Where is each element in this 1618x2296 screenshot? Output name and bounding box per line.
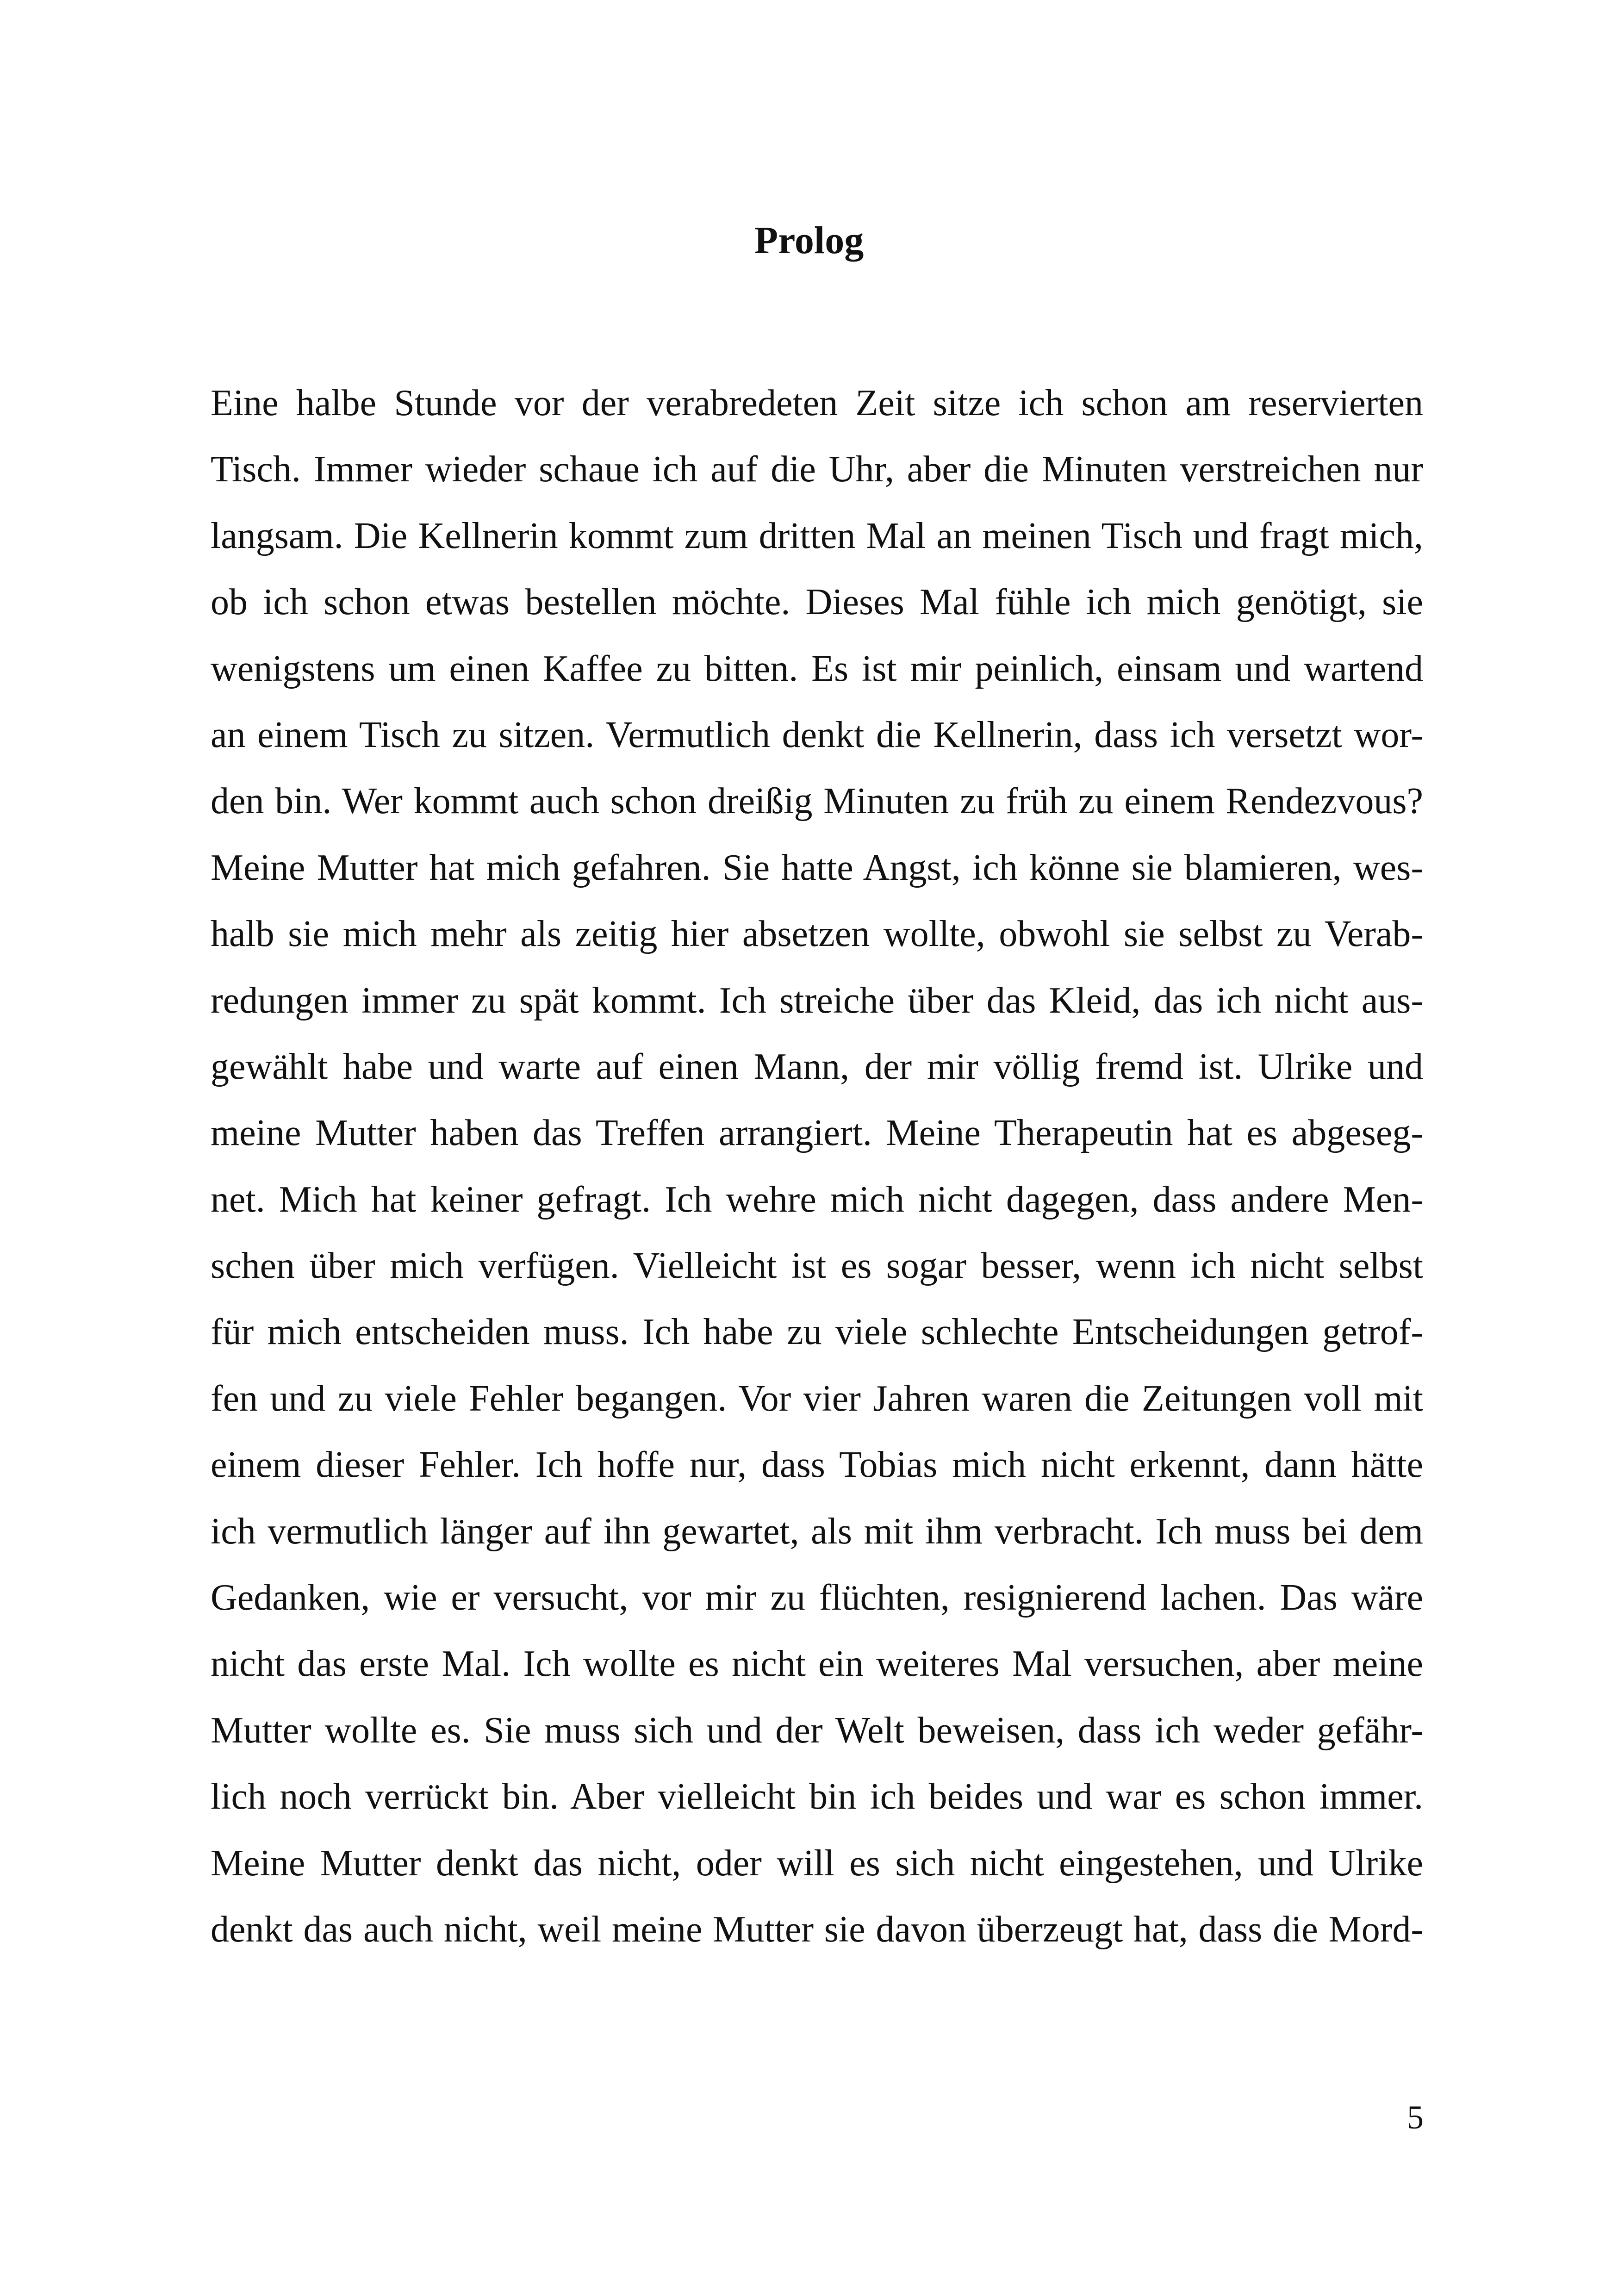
text-line: gewählt habe und warte auf einen Mann, der mir völlig fremd ist. Ulrike und	[211, 1046, 1423, 1087]
text-line: Mutter wollte es. Sie muss sich und der Welt beweisen, dass ich weder gefähr-	[211, 1710, 1423, 1751]
text-line: schen über mich verfügen. Vielleicht ist es sogar besser, wenn ich nicht selbst	[211, 1245, 1423, 1287]
text-line: lich noch verrückt bin. Aber vielleicht bin ich beides und war es schon immer.	[211, 1776, 1423, 1817]
text-line: ich vermutlich länger auf ihn gewartet, als mit ihm verbracht. Ich muss bei dem	[211, 1511, 1423, 1552]
text-line: Eine halbe Stunde vor der verabredeten Zeit sitze ich schon am reservierten	[211, 383, 1423, 423]
text-line: meine Mutter haben das Treffen arrangiert. Meine Therapeutin hat es abgeseg-	[211, 1113, 1423, 1154]
text-line: langsam. Die Kellnerin kommt zum dritten Mal an meinen Tisch und fragt mich,	[211, 515, 1423, 556]
text-line: an einem Tisch zu sitzen. Vermutlich denkt die Kellnerin, dass ich versetzt wor-	[211, 714, 1423, 755]
text-line: halb sie mich mehr als zeitig hier absetzen wollte, obwohl sie selbst zu Verab-	[211, 914, 1423, 955]
text-line: einem dieser Fehler. Ich hoffe nur, dass Tobias mich nicht erkennt, dann hätte	[211, 1444, 1423, 1486]
text-line: ob ich schon etwas bestellen möchte. Dieses Mal fühle ich mich genötigt, sie	[211, 582, 1423, 623]
text-line: Meine Mutter hat mich gefahren. Sie hatte Angst, ich könne sie blamieren, wes-	[211, 847, 1423, 888]
chapter-title: Prolog	[754, 219, 864, 262]
text-line: redungen immer zu spät kommt. Ich streiche über das Kleid, das ich nicht aus-	[211, 980, 1423, 1021]
text-line: net. Mich hat keiner gefragt. Ich wehre mich nicht dagegen, dass andere Men-	[211, 1179, 1423, 1220]
text-line: den bin. Wer kommt auch schon dreißig Minuten zu früh zu einem Rendezvous?	[211, 781, 1423, 822]
text-line: Meine Mutter denkt das nicht, oder will es sich nicht eingestehen, und Ulrike	[211, 1842, 1423, 1884]
text-line: wenigstens um einen Kaffee zu bitten. Es ist mir peinlich, einsam und wartend	[211, 648, 1423, 689]
text-line: denkt das auch nicht, weil meine Mutter sie davon überzeugt hat, dass die Mord-	[211, 1909, 1423, 1950]
body-text	[211, 370, 1423, 1963]
page-number: 5	[1407, 2099, 1424, 2136]
text-line: Tisch. Immer wieder schaue ich auf die Uhr, aber die Minuten verstreichen nur	[211, 449, 1423, 490]
text-line: nicht das erste Mal. Ich wollte es nicht ein weiteres Mal versuchen, aber meine	[211, 1643, 1423, 1685]
text-line: für mich entscheiden muss. Ich habe zu viele schlechte Entscheidungen getrof-	[211, 1312, 1423, 1353]
text-line: Gedanken, wie er versucht, vor mir zu flüchten, resignierend lachen. Das wäre	[211, 1577, 1423, 1618]
text-line: fen und zu viele Fehler begangen. Vor vier Jahren waren die Zeitungen voll mit	[211, 1378, 1423, 1419]
